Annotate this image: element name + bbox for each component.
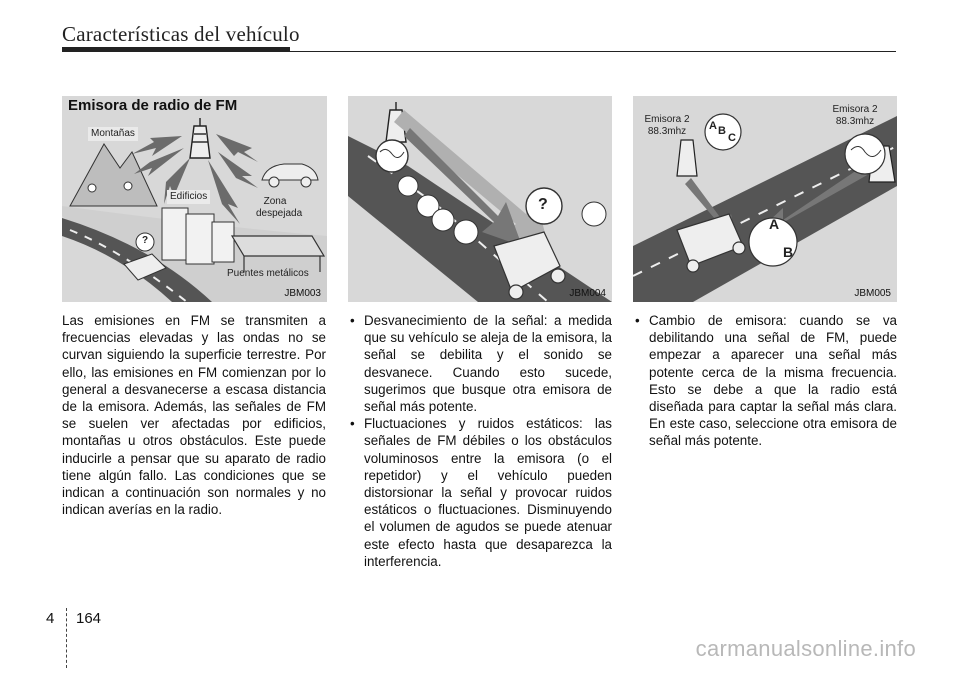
figure-code: JBM004 [569,288,606,299]
question-mark: ? [142,235,149,246]
label-buildings: Edificios [167,190,210,204]
figure-fm-station [62,96,327,302]
chapter-number: 4 [46,610,55,627]
figure-code: JBM005 [854,288,891,299]
label-station-right [823,104,887,128]
label-station-right-line1: Emisora 2 [832,104,878,115]
page-number-divider [66,608,67,668]
letter-a-small: A [709,120,717,132]
text-column-2 [348,312,612,570]
label-open-area [256,196,303,220]
label-station-left [637,114,697,138]
letter-b-large: B [783,244,794,260]
letter-b-small: B [718,125,726,137]
text-column-1 [62,312,326,518]
label-open-area-line2: despejada [256,208,303,219]
figure-code: JBM003 [284,288,321,299]
label-bridges: Puentes metálicos [227,268,309,279]
figure-signal-fading [348,96,612,302]
intro-paragraph: Las emisiones en FM se transmiten a frecuencias elevadas y las ondas no se curvan siguiendo la superficie terrestre. Por ello, las emisiones en FM comienzan por lo general a desvanecerse a escasa distancia de la emisora. Además, las señales de FM se suelen ver afectadas por edificios, montañas u otros obstáculos. Este puede inducirle a pensar que su aparato de radio tiene algún fallo. Las condiciones que se indican a continuación son normales y no indican averías en la radio. [62,313,326,518]
signal-fading-illustration [348,96,612,302]
letter-c-small: C [728,132,736,144]
question-mark: ? [538,196,548,213]
header-rule [62,51,896,52]
label-station-left-line2: 88.3mhz [647,126,687,137]
text-column-3 [633,312,897,450]
bullet-static-noise: • Fluctuaciones y ruidos estáticos: las señales de FM débiles o los obstáculos voluminosos entre la emisora (o el repetidor) y el vehículo pueden distorsionar la señal y provocar ruidos estáticos o fluctuaciones. Disminuyendo el volumen de agudos se puede atenuar este efecto hasta que desaparezca la interferencia. [348,415,612,570]
figure-station-switch [633,96,897,302]
watermark: carmanualsonline.info [695,636,916,661]
bullet-signal-fading: • Desvanecimiento de la señal: a medida que su vehículo se aleja de la emisora, la señal se debilita y el sonido se desvanece. Cuando esto sucede, sugerimos que busque otra emisora de señal más potente. [348,312,612,415]
label-mountains: Montañas [88,127,138,141]
page-header-title: Características del vehículo [62,22,300,46]
letter-a-large: A [769,216,780,232]
page-number: 164 [76,610,102,627]
label-station-right-line2: 88.3mhz [835,116,875,127]
label-open-area-line1: Zona [263,196,287,207]
figure-title: Emisora de radio de FM [68,97,238,114]
bullet-station-change: • Cambio de emisora: cuando se va debilitando una señal de FM, puede empezar a aparecer una señal más potente cerca de la misma frecuencia. Esto se debe a que la radio está diseñada para captar la señal más clara. En este caso, seleccione otra emisora de señal más potente. [633,312,897,450]
label-station-left-line1: Emisora 2 [644,114,690,125]
